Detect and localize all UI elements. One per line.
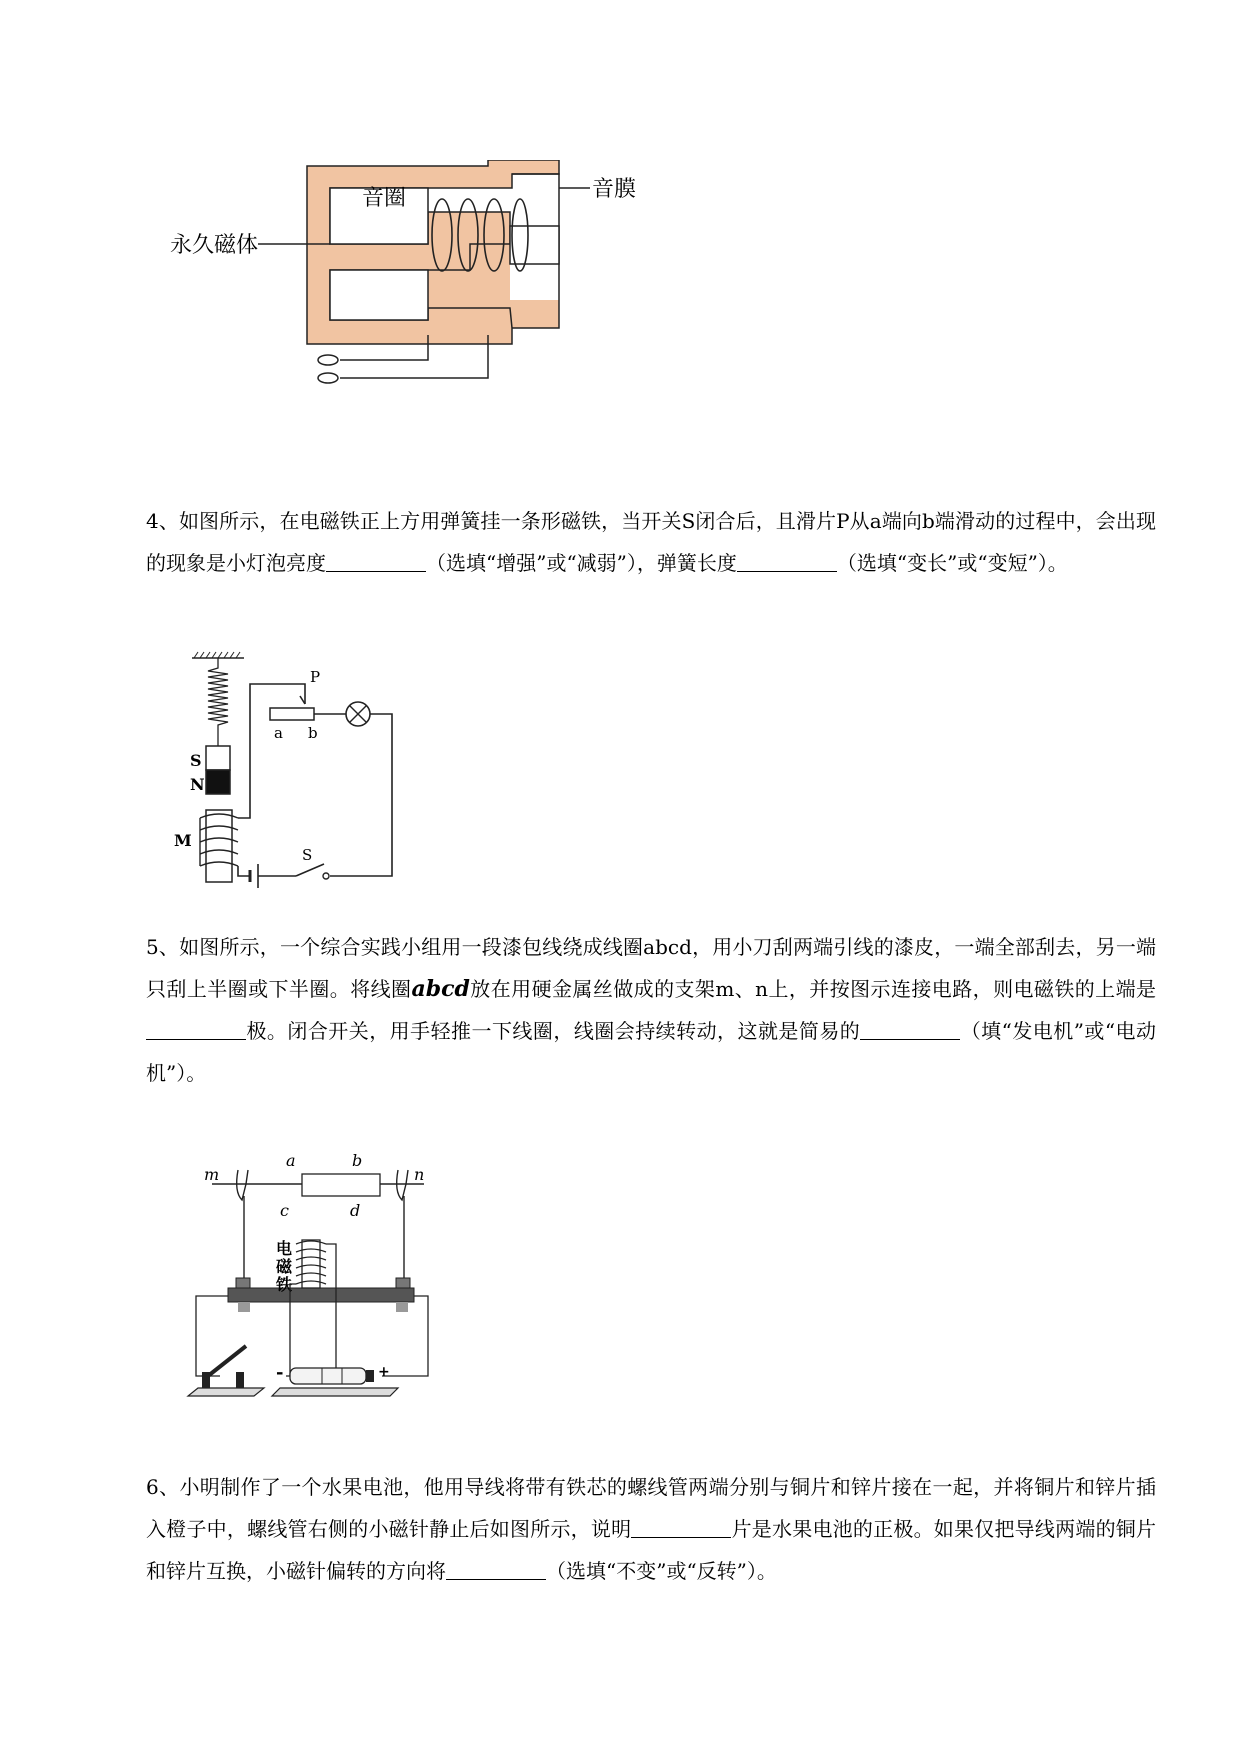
question-text: 如图所示，一个综合实践小组用一段漆包线绕成线圈abcd，用小刀刮两端引线的漆皮，一端全部刮去，另一端只刮上半圈或下半圈。将线圈 (146, 935, 1156, 1001)
svg-text:+: + (378, 1364, 390, 1380)
svg-text:S: S (190, 751, 202, 770)
svg-text:a: a (286, 1151, 296, 1170)
svg-text:P: P (310, 668, 321, 686)
svg-text:b: b (352, 1151, 363, 1170)
question-4 (146, 500, 1156, 584)
question-text: （选填“变长”或“变短”）。 (836, 551, 1068, 575)
label-permanent-magnet: 永久磁体 (170, 233, 259, 258)
answer-blank[interactable] (631, 1515, 731, 1538)
question-number: 6、 (146, 1475, 180, 1499)
svg-text:n: n (414, 1165, 425, 1184)
svg-text:c: c (280, 1201, 289, 1220)
svg-text:b: b (308, 724, 318, 742)
svg-text:a: a (274, 724, 283, 742)
speaker-diagram (170, 160, 650, 430)
svg-text:d: d (350, 1201, 361, 1220)
electromagnet-circuit-diagram (170, 650, 410, 890)
question-text: 如图所示，在电磁铁正上方用弹簧挂一条形磁铁，当开关S闭合后，且滑片P从a端向b端滑动的过程中，会出现的现象是小灯泡亮度 (146, 509, 1156, 575)
question-text: 极。闭合开关，用手轻推一下线圈，线圈会持续转动，这就是简易的 (246, 1019, 861, 1043)
answer-blank[interactable] (326, 549, 426, 572)
question-text: 放在用硬金属丝做成的支架m、n上，并按图示连接电路，则电磁铁的上端是 (469, 977, 1157, 1001)
lamp-icon (346, 702, 370, 726)
simple-motor-diagram (176, 1140, 446, 1410)
base-board (228, 1288, 414, 1302)
rheostat (270, 708, 314, 720)
label-voice-coil: 音圈 (362, 186, 407, 211)
knife-switch-icon (188, 1346, 264, 1396)
svg-text:N: N (190, 775, 205, 794)
svg-text:-: - (276, 1362, 284, 1383)
answer-blank[interactable] (860, 1017, 960, 1040)
question-text: 小明制作了一个水果电池，他用导线将带有铁芯的螺线管两端分别与铜片和锌片接在一起，并将铜片和锌片插入橙子中，螺线管右侧的小磁针静止后如图所示，说明 (146, 1475, 1156, 1541)
coil-abcd (302, 1174, 380, 1196)
spring-icon (208, 658, 228, 746)
coil-label: abcd (411, 976, 470, 1002)
question-number: 5、 (146, 935, 180, 959)
question-text: （选填“增强”或“减弱”），弹簧长度 (426, 551, 737, 575)
label-membrane: 音膜 (592, 177, 637, 202)
question-text: （选填“不变”或“反转”）。 (546, 1559, 777, 1583)
answer-blank[interactable] (446, 1557, 546, 1580)
question-6 (146, 1466, 1156, 1592)
svg-text:m: m (204, 1165, 220, 1184)
svg-text:M: M (174, 831, 192, 850)
question-5 (146, 926, 1156, 1094)
question-text: 片是水果电池的正极。如果仅把导线两端的铜片和锌片互换，小磁针偏转的方向将 (146, 1517, 1157, 1583)
svg-text:S: S (302, 846, 313, 864)
answer-blank[interactable] (737, 549, 837, 572)
question-number: 4、 (146, 509, 179, 533)
question-text: （填“发电机”或“电动机”）。 (146, 1019, 1156, 1085)
battery-icon (250, 864, 258, 888)
svg-text:磁: 磁 (276, 1257, 293, 1276)
answer-blank[interactable] (146, 1017, 246, 1040)
switch-icon (296, 864, 329, 879)
bar-magnet (206, 746, 230, 770)
svg-text:电: 电 (276, 1239, 293, 1258)
svg-text:铁: 铁 (276, 1275, 293, 1294)
